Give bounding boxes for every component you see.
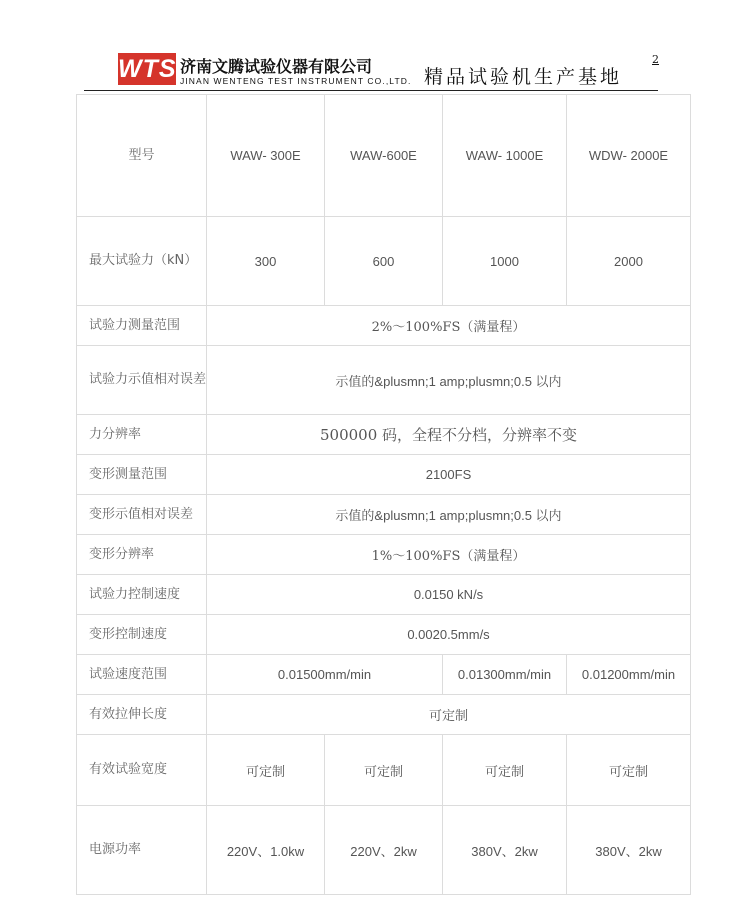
table-cell: 600 (325, 217, 443, 306)
row-label: 变形控制速度 (77, 615, 207, 655)
row-label: 变形分辨率 (77, 535, 207, 575)
table-row-force-control (77, 575, 691, 615)
page-header (0, 0, 750, 95)
row-label: 型号 (77, 95, 207, 217)
table-row-test-width (77, 735, 691, 806)
company-logo: WTS (118, 55, 177, 83)
row-label: 试验速度范围 (77, 655, 207, 695)
table-cell: WDW- 2000E (567, 95, 691, 217)
table-cell: 可定制 (325, 735, 443, 806)
table-cell: 300 (207, 217, 325, 306)
table-row-deform-range (77, 455, 691, 495)
table-cell: 2%～100%FS（满量程） (207, 306, 691, 346)
row-label: 试验力测量范围 (77, 306, 207, 346)
table-cell: 0.0150 kN/s (207, 575, 691, 615)
table-cell: 可定制 (207, 695, 691, 735)
table-cell: WAW-600E (325, 95, 443, 217)
slogan: 精品试验机生产基地 (424, 66, 623, 88)
table-cell: WAW- 300E (207, 95, 325, 217)
table-row-force-error (77, 346, 691, 415)
table-cell: 380V、2kw (443, 806, 567, 895)
table-row-deform-control (77, 615, 691, 655)
row-label: 有效试验宽度 (77, 735, 207, 806)
table-cell: 可定制 (567, 735, 691, 806)
row-label: 有效拉伸长度 (77, 695, 207, 735)
table-cell: 0.0020.5mm/s (207, 615, 691, 655)
spec-table (76, 94, 691, 895)
table-cell: 0.01300mm/min (443, 655, 567, 695)
table-cell: 示值的&plusmn;1 amp;plusmn;0.5 以内 (207, 495, 691, 535)
company-name-cn: 济南文腾试验仪器有限公司 (180, 57, 373, 76)
header-divider (84, 90, 658, 91)
row-label: 试验力控制速度 (77, 575, 207, 615)
table-row-deform-error (77, 495, 691, 535)
table-row-power (77, 806, 691, 895)
table-row-model (77, 95, 691, 217)
page-number: 2 (652, 53, 659, 66)
table-row-max-force (77, 217, 691, 306)
table-cell: 2000 (567, 217, 691, 306)
table-row-tension-length (77, 695, 691, 735)
table-row-force-range (77, 306, 691, 346)
table-cell: 0.01200mm/min (567, 655, 691, 695)
table-row-force-resolution (77, 415, 691, 455)
table-cell: 380V、2kw (567, 806, 691, 895)
table-row-speed-range (77, 655, 691, 695)
row-label: 变形示值相对误差 (77, 495, 207, 535)
table-cell: 2100FS (207, 455, 691, 495)
row-label: 变形测量范围 (77, 455, 207, 495)
table-cell: 可定制 (443, 735, 567, 806)
table-cell: 0.01500mm/min (207, 655, 443, 695)
table-cell: WAW- 1000E (443, 95, 567, 217)
table-cell: 示值的&plusmn;1 amp;plusmn;0.5 以内 (207, 346, 691, 415)
table-cell: 可定制 (207, 735, 325, 806)
table-cell: 1000 (443, 217, 567, 306)
table-row-deform-resolution (77, 535, 691, 575)
table-cell: 500000 码，全程不分档，分辨率不变 (207, 415, 691, 455)
table-cell: 1%～100%FS（满量程） (207, 535, 691, 575)
row-label: 试验力示值相对误差 (77, 346, 207, 415)
company-name-en: JINAN WENTENG TEST INSTRUMENT CO.,LTD. (180, 76, 412, 86)
table-cell: 220V、1.0kw (207, 806, 325, 895)
row-label: 最大试验力（kN） (77, 217, 207, 306)
row-label: 力分辨率 (77, 415, 207, 455)
table-cell: 220V、2kw (325, 806, 443, 895)
row-label: 电源功率 (77, 806, 207, 895)
